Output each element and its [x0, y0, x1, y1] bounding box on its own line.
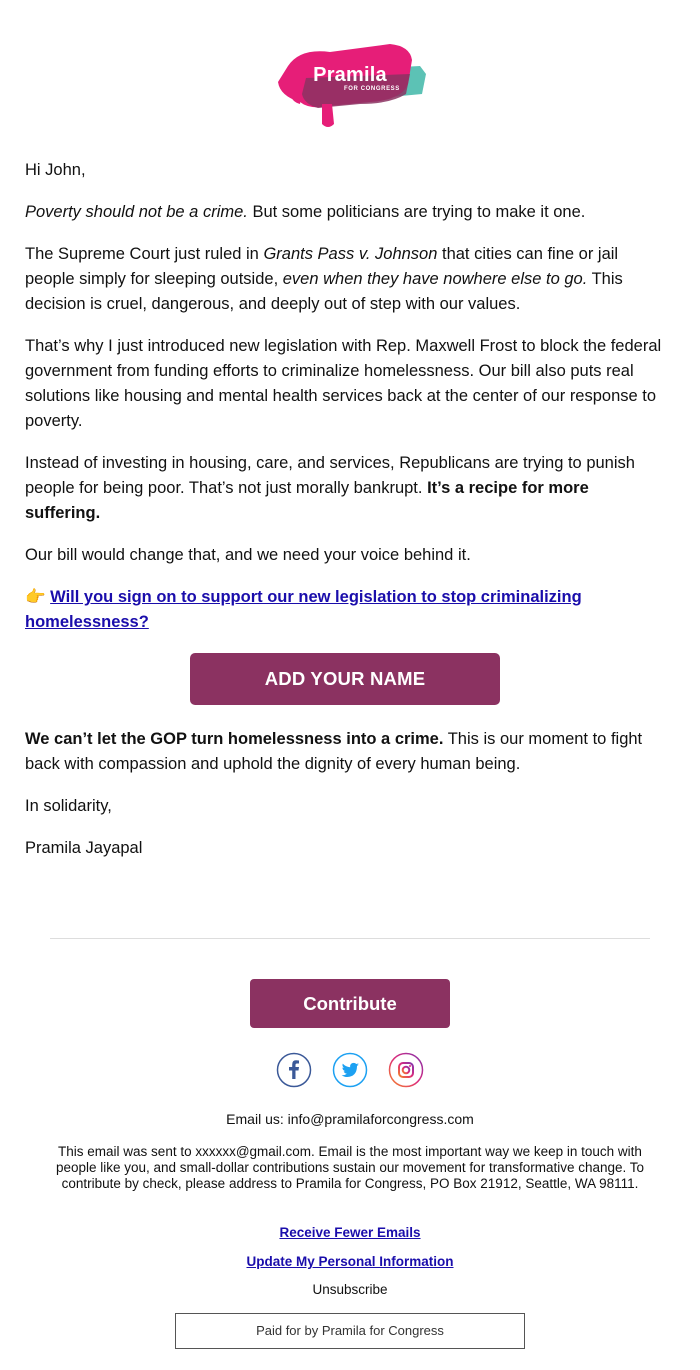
instagram-icon[interactable]	[388, 1052, 424, 1088]
facebook-icon[interactable]	[276, 1052, 312, 1088]
fine-print: This email was sent to xxxxxx@gmail.com. Email is the most important way we keep in touch with people like you, and small-dollar contributions sustain our movement for transformative change. To contribute by check, please address to Pramila for Congress, PO Box 21912, Seattle, WA 98111.	[55, 1144, 645, 1191]
twitter-icon[interactable]	[332, 1052, 368, 1088]
email-body	[25, 158, 665, 878]
logo-wordmark: Pramila	[313, 64, 387, 86]
paragraph-1	[25, 200, 665, 225]
update-personal-info-link[interactable]: Update My Personal Information	[246, 1254, 454, 1269]
pramila-logo	[270, 30, 430, 134]
paragraph-3: That’s why I just introduced new legislation with Rep. Maxwell Frost to block the federal government from funding efforts to criminalize homelessness. Our bill also puts real solutions like housing and mental health services back at the center of our response to poverty.	[25, 337, 662, 430]
p4-bold: It’s a recipe for more suffering.	[25, 479, 589, 522]
paragraph-4	[25, 451, 665, 526]
contribute-button[interactable]: Contribute	[250, 979, 450, 1028]
add-your-name-button[interactable]: ADD YOUR NAME	[190, 653, 500, 705]
footer-divider	[50, 938, 650, 939]
p1-rest: But some politicians are trying to make it one.	[247, 203, 586, 221]
receive-fewer-emails-link[interactable]: Receive Fewer Emails	[279, 1225, 421, 1240]
greeting: Hi John,	[25, 161, 86, 179]
email-us-line: Email us: info@pramilaforcongress.com	[226, 1111, 474, 1127]
paragraph-2	[25, 242, 665, 317]
paragraph-6	[25, 727, 665, 777]
p6-bold: We can’t let the GOP turn homelessness into a crime.	[25, 730, 444, 748]
p4-text: Instead of investing in housing, care, and services, Republicans are trying to punish people for being poor. That’s not just morally bankrupt.	[25, 454, 635, 497]
logo-tagline: FOR CONGRESS	[344, 86, 400, 92]
p2-case: Grants Pass v. Johnson	[263, 245, 438, 263]
p2-a: The Supreme Court just ruled in	[25, 245, 264, 263]
cta-paragraph	[25, 585, 665, 635]
paragraph-5: Our bill would change that, and we need your voice behind it.	[25, 546, 471, 564]
fewer-emails-row	[50, 1224, 650, 1240]
sign-on-link[interactable]: Will you sign on to support our new legislation to stop criminalizing homelessness?	[25, 588, 582, 631]
p2-b: that cities can fine or jail people simply for sleeping outside,	[25, 245, 619, 288]
pointing-hand-icon: 👉	[25, 588, 46, 606]
unsubscribe-link[interactable]: Unsubscribe	[312, 1282, 388, 1297]
update-info-row	[50, 1253, 650, 1269]
signature: Pramila Jayapal	[25, 839, 143, 857]
closing: In solidarity,	[25, 797, 112, 815]
p2-italic: even when they have nowhere else to go.	[282, 270, 588, 288]
cta-row	[25, 653, 665, 705]
p1-italic: Poverty should not be a crime.	[25, 203, 248, 221]
p6-rest: This is our moment to fight back with compassion and uphold the dignity of every human being.	[25, 730, 643, 773]
p2-c: This decision is cruel, dangerous, and deeply out of step with our values.	[25, 270, 623, 313]
paid-for-disclaimer: Paid for by Pramila for Congress	[175, 1313, 525, 1349]
